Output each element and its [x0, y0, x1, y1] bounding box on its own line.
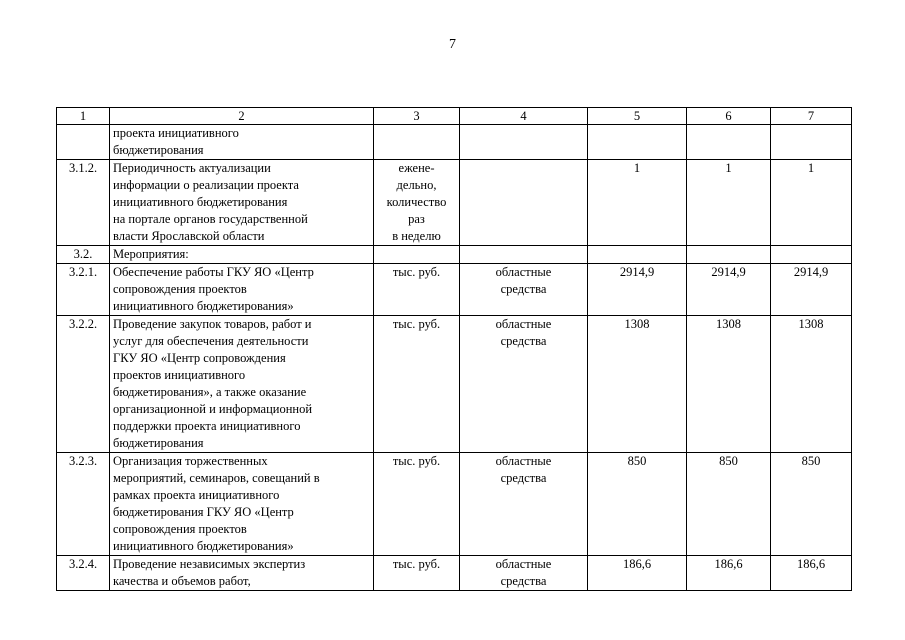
- row-unit-cell: [374, 125, 460, 160]
- row-value-col5-cell: [588, 556, 687, 591]
- row-description-cell: [110, 264, 374, 316]
- row-value-col6-cell: [687, 264, 771, 316]
- row-funding-source-line: областные: [495, 265, 552, 279]
- row-number-cell: [57, 160, 110, 246]
- row-unit-line: тыс. руб.: [392, 317, 441, 331]
- row-number-line: 3.2.: [73, 247, 93, 261]
- row-description-line: сопровождения проектов: [113, 282, 247, 296]
- row-value-col5-line: 2914,9: [619, 265, 655, 279]
- row-value-col6-cell: [687, 453, 771, 556]
- row-unit-line: тыс. руб.: [392, 265, 441, 279]
- row-description-line: власти Ярославской области: [113, 229, 265, 243]
- row-description-line: Проведение закупок товаров, работ и: [113, 317, 312, 331]
- row-value-col7-cell: [771, 264, 852, 316]
- row-value-col7-line: 186,6: [796, 557, 826, 571]
- row-number-line: 3.2.1.: [68, 265, 98, 279]
- row-value-col6-cell: [687, 160, 771, 246]
- row-value-col5-cell: [588, 125, 687, 160]
- table-row: [57, 160, 852, 246]
- row-value-col7-line: 2914,9: [793, 265, 829, 279]
- row-value-col7-cell: [771, 316, 852, 453]
- column-header-4: 4: [460, 108, 588, 125]
- row-description-cell: [110, 125, 374, 160]
- row-unit-line: в неделю: [392, 229, 441, 243]
- row-unit-line: ежене-: [398, 161, 435, 175]
- row-value-col7-line: 1308: [798, 317, 824, 331]
- row-value-col5-line: 850: [627, 454, 647, 468]
- row-description-line: поддержки проекта инициативного: [113, 419, 301, 433]
- row-value-col5-cell: [588, 264, 687, 316]
- row-funding-source-line: областные: [495, 317, 552, 331]
- column-header-5: 5: [588, 108, 687, 125]
- row-value-col7-line: 1: [807, 161, 815, 175]
- column-header-3: 3: [374, 108, 460, 125]
- row-unit-cell: [374, 453, 460, 556]
- row-number-cell: [57, 556, 110, 591]
- row-funding-source-cell: [460, 316, 588, 453]
- row-funding-source-cell: [460, 453, 588, 556]
- row-funding-source-cell: [460, 556, 588, 591]
- row-value-col5-cell: [588, 453, 687, 556]
- row-unit-cell: [374, 556, 460, 591]
- row-value-col6-line: 850: [719, 454, 738, 468]
- row-funding-source-line: областные: [495, 557, 552, 571]
- row-unit-cell: [374, 246, 460, 264]
- table-row: [57, 453, 852, 556]
- row-description-line: инициативного бюджетирования»: [113, 539, 294, 553]
- row-unit-cell: [374, 316, 460, 453]
- column-header-2: 2: [110, 108, 374, 125]
- row-number-line: 3.2.2.: [68, 317, 98, 331]
- row-number-line: 3.1.2.: [68, 161, 98, 175]
- row-funding-source-cell: [460, 264, 588, 316]
- row-value-col5-line: 186,6: [622, 557, 652, 571]
- row-value-col6-line: 186,6: [714, 557, 743, 571]
- table-header: [57, 108, 852, 125]
- row-number-line: 3.2.3.: [68, 454, 98, 468]
- table-row: [57, 316, 852, 453]
- row-number-cell: [57, 246, 110, 264]
- row-funding-source-cell: [460, 125, 588, 160]
- column-header-1: 1: [57, 108, 110, 125]
- row-value-col7-cell: [771, 246, 852, 264]
- row-funding-source-line: средства: [500, 282, 547, 296]
- row-value-col6-cell: [687, 125, 771, 160]
- row-description-cell: [110, 246, 374, 264]
- row-description-cell: [110, 316, 374, 453]
- header-row: [57, 108, 852, 125]
- row-value-col5-line: 1: [633, 161, 641, 175]
- table-row: [57, 125, 852, 160]
- row-description-line: ГКУ ЯО «Центр сопровождения: [113, 351, 286, 365]
- row-value-col5-cell: [588, 160, 687, 246]
- row-description-line: на портале органов государственной: [113, 212, 308, 226]
- row-description-line: инициативного бюджетирования»: [113, 299, 294, 313]
- row-description-line: качества и объемов работ,: [113, 574, 251, 588]
- row-description-line: сопровождения проектов: [113, 522, 247, 536]
- row-number-cell: [57, 264, 110, 316]
- table-row: [57, 556, 852, 591]
- row-value-col6-cell: [687, 246, 771, 264]
- row-description-line: Мероприятия:: [113, 247, 189, 261]
- page-number: 7: [449, 37, 456, 52]
- row-unit-line: дельно,: [396, 178, 437, 192]
- row-value-col5-line: 1308: [624, 317, 650, 331]
- row-number-cell: [57, 453, 110, 556]
- row-value-col7-cell: [771, 160, 852, 246]
- row-description-line: услуг для обеспечения деятельности: [113, 334, 309, 348]
- row-value-col7-cell: [771, 453, 852, 556]
- row-description-cell: [110, 453, 374, 556]
- program-table: [56, 107, 852, 591]
- row-value-col7-line: 850: [801, 454, 821, 468]
- row-value-col6-line: 1308: [716, 317, 741, 331]
- row-description-cell: [110, 556, 374, 591]
- row-number-line: 3.2.4.: [68, 557, 98, 571]
- row-unit-cell: [374, 264, 460, 316]
- row-unit-line: тыс. руб.: [392, 557, 441, 571]
- row-description-line: мероприятий, семинаров, совещаний в: [113, 471, 320, 485]
- row-description-line: Проведение независимых экспертиз: [113, 557, 306, 571]
- row-value-col7-cell: [771, 556, 852, 591]
- row-description-line: рамках проекта инициативного: [113, 488, 280, 502]
- row-unit-line: раз: [408, 212, 425, 226]
- row-value-col6-line: 1: [725, 161, 732, 175]
- row-funding-source-cell: [460, 246, 588, 264]
- row-description-line: Периодичность актуализации: [113, 161, 271, 175]
- row-description-cell: [110, 160, 374, 246]
- row-value-col6-line: 2914,9: [711, 265, 746, 279]
- row-description-line: инициативного бюджетирования: [113, 195, 288, 209]
- row-value-col5-cell: [588, 246, 687, 264]
- row-funding-source-line: областные: [495, 454, 552, 468]
- row-number-cell: [57, 125, 110, 160]
- row-description-line: Организация торжественных: [113, 454, 268, 468]
- row-unit-line: тыс. руб.: [392, 454, 441, 468]
- row-funding-source-line: средства: [500, 574, 547, 588]
- table-body: [57, 125, 852, 591]
- row-value-col5-cell: [588, 316, 687, 453]
- row-value-col7-cell: [771, 125, 852, 160]
- table-row: [57, 264, 852, 316]
- row-funding-source-line: средства: [500, 334, 547, 348]
- row-description-line: бюджетирования ГКУ ЯО «Центр: [113, 505, 294, 519]
- row-description-line: бюджетирования: [113, 436, 204, 450]
- row-funding-source-line: средства: [500, 471, 547, 485]
- row-description-line: бюджетирования: [113, 143, 204, 157]
- row-value-col6-cell: [687, 316, 771, 453]
- row-unit-line: количество: [386, 195, 447, 209]
- column-header-7: 7: [771, 108, 852, 125]
- row-unit-cell: [374, 160, 460, 246]
- table-row: [57, 246, 852, 264]
- row-description-line: информации о реализации проекта: [113, 178, 299, 192]
- column-header-6: 6: [687, 108, 771, 125]
- row-number-cell: [57, 316, 110, 453]
- row-funding-source-cell: [460, 160, 588, 246]
- row-value-col6-cell: [687, 556, 771, 591]
- row-description-line: организационной и информационной: [113, 402, 313, 416]
- row-description-line: Обеспечение работы ГКУ ЯО «Центр: [113, 265, 314, 279]
- row-description-line: бюджетирования», а также оказание: [113, 385, 307, 399]
- row-description-line: проекта инициативного: [113, 126, 239, 140]
- row-description-line: проектов инициативного: [113, 368, 246, 382]
